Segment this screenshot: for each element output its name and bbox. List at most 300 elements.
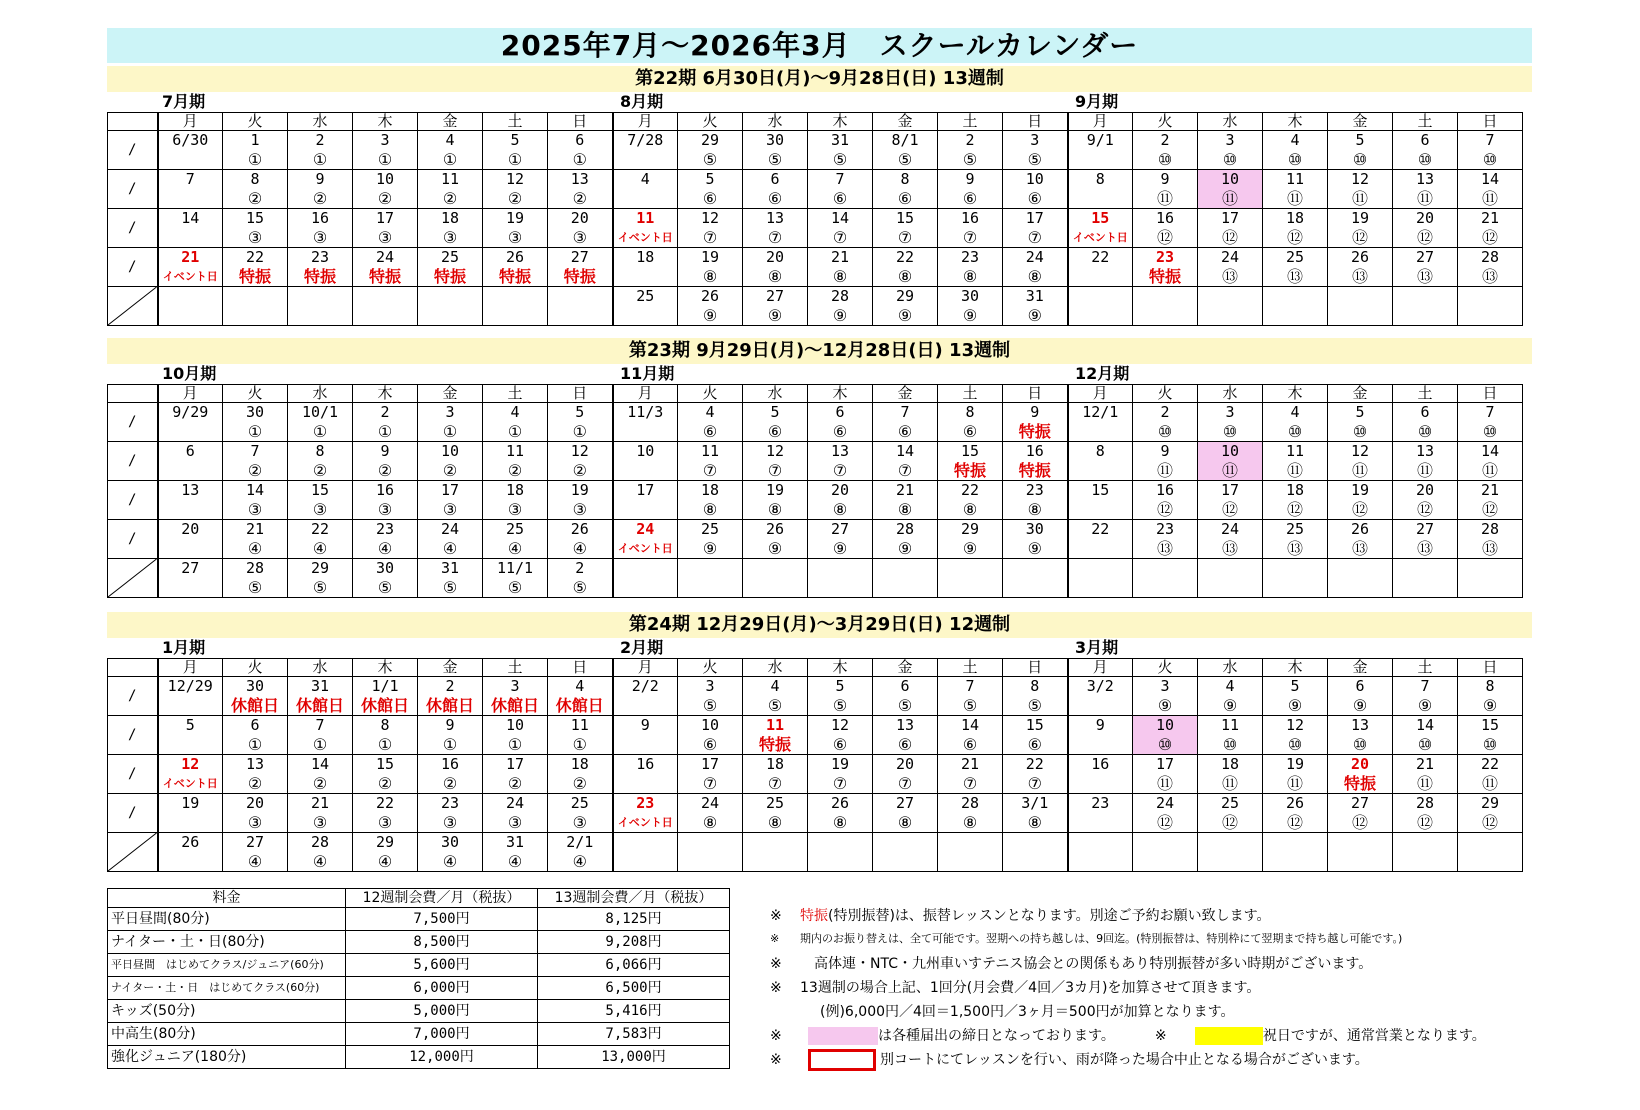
weekday-header: 火 <box>678 385 743 403</box>
day-cell <box>938 170 1003 209</box>
day-number: 27 <box>1350 794 1370 812</box>
day-number: 20 <box>1350 755 1370 773</box>
lesson-count: ① <box>247 422 263 441</box>
week-slash: / <box>128 453 137 469</box>
day-number: 8 <box>965 403 975 421</box>
weekday-header: 金 <box>418 385 483 403</box>
day-cell <box>548 209 613 248</box>
day-number: 4 <box>445 131 455 149</box>
lesson-count: ⑦ <box>702 774 718 793</box>
day-cell <box>743 481 808 520</box>
day-cell <box>1263 131 1328 170</box>
day-number: 18 <box>1285 209 1305 227</box>
day-cell <box>418 481 483 520</box>
lesson-count: ⑬ <box>1286 267 1303 286</box>
empty-cell <box>873 833 938 872</box>
day-cell <box>678 716 743 755</box>
month-label: 11月期 <box>620 364 675 383</box>
day-cell <box>483 559 548 598</box>
day-number: 10 <box>440 442 460 460</box>
day-number: 4 <box>1290 131 1300 149</box>
week-row <box>108 833 1523 872</box>
lesson-count: ③ <box>572 813 587 832</box>
day-cell <box>223 677 288 716</box>
note-mark: ※ <box>770 908 782 924</box>
lesson-count: ⑫ <box>1221 228 1238 247</box>
lesson-count: ⑩ <box>1482 735 1498 754</box>
day-cell <box>223 520 288 559</box>
day-number: 18 <box>1285 481 1305 499</box>
day-number: 20 <box>245 794 265 812</box>
day-number: 24 <box>700 794 720 812</box>
day-cell <box>1393 520 1458 559</box>
day-cell <box>1003 520 1068 559</box>
weekday-header: 火 <box>1133 659 1198 677</box>
weekday-header: 金 <box>1328 385 1393 403</box>
event-day-label: イベント日 <box>617 231 673 244</box>
day-cell <box>938 209 1003 248</box>
day-cell <box>1133 755 1198 794</box>
lesson-count: ⑤ <box>442 578 458 597</box>
weekday-header: 金 <box>873 385 938 403</box>
day-cell <box>418 794 483 833</box>
calendar-title: 2025年7月～2026年3月 スクールカレンダー <box>107 28 1532 63</box>
day-cell <box>873 287 938 326</box>
day-cell <box>678 481 743 520</box>
day-number: 12 <box>181 755 200 773</box>
day-cell <box>158 131 223 170</box>
lesson-count: ② <box>312 774 328 793</box>
lesson-count: ① <box>442 422 458 441</box>
day-cell <box>743 287 808 326</box>
day-number: 6 <box>770 170 780 188</box>
day-cell <box>548 248 613 287</box>
week-marker <box>108 170 158 209</box>
day-cell <box>743 755 808 794</box>
lesson-count: ① <box>312 422 328 441</box>
day-cell <box>223 209 288 248</box>
lesson-count: ① <box>507 150 523 169</box>
day-cell <box>678 131 743 170</box>
day-cell <box>1458 131 1523 170</box>
day-number: 18 <box>700 481 720 499</box>
day-number: 27 <box>181 559 200 577</box>
day-number: 29 <box>960 520 980 538</box>
lesson-count: ⑧ <box>962 813 978 832</box>
lesson-count: ⑥ <box>1027 189 1042 208</box>
weekday-header-row <box>108 659 1523 677</box>
day-cell <box>1003 209 1068 248</box>
day-cell <box>1263 520 1328 559</box>
day-number: 5 <box>510 131 520 149</box>
day-number: 23 <box>1091 794 1110 812</box>
lesson-count: ⑫ <box>1286 228 1303 247</box>
day-number: 11 <box>440 170 460 188</box>
day-number: 7 <box>1485 403 1495 421</box>
empty-cell <box>1458 833 1523 872</box>
week-slash: / <box>128 688 137 704</box>
day-number: 15 <box>245 209 265 227</box>
day-number: 28 <box>960 794 980 812</box>
special-transfer-label: 特振 <box>563 267 596 286</box>
day-cell <box>223 559 288 598</box>
day-number: 17 <box>440 481 460 499</box>
day-number: 13 <box>765 209 785 227</box>
closed-day-label: 休館日 <box>295 696 344 715</box>
note-mark: ※ <box>770 1052 782 1068</box>
day-number: 9 <box>1160 442 1170 460</box>
lesson-count: ③ <box>247 813 263 832</box>
day-number: 31 <box>830 131 850 149</box>
lesson-count: ⑨ <box>702 306 718 325</box>
lesson-count: ⑨ <box>1027 539 1042 558</box>
lesson-count: ⑧ <box>897 813 913 832</box>
note-text: (特別振替)は、振替レッスンとなります。別途ご予約お願い致します。 <box>828 908 1271 924</box>
note-mark: ※ <box>770 932 780 945</box>
day-cell <box>353 209 418 248</box>
day-number: 12 <box>1285 716 1305 734</box>
day-number: 13 <box>181 481 200 499</box>
day-number: 26 <box>570 520 589 538</box>
lesson-count: ⑨ <box>897 306 913 325</box>
day-cell <box>353 716 418 755</box>
empty-cell <box>1003 833 1068 872</box>
day-cell <box>1458 248 1523 287</box>
lesson-count: ⑤ <box>767 696 783 715</box>
day-number: 2 <box>315 131 325 149</box>
weekday-header: 月 <box>613 385 678 403</box>
fee-table <box>107 888 730 1069</box>
weekday-header: 月 <box>1068 113 1133 131</box>
day-cell <box>1328 481 1393 520</box>
day-cell <box>873 677 938 716</box>
weekday-header: 水 <box>288 113 353 131</box>
lesson-count: ⑫ <box>1286 813 1303 832</box>
day-cell <box>1133 442 1198 481</box>
day-number: 19 <box>1350 481 1370 499</box>
lesson-count: ⑥ <box>832 422 848 441</box>
lesson-count: ⑤ <box>702 696 718 715</box>
day-cell <box>808 520 873 559</box>
day-number: 28 <box>1415 794 1435 812</box>
weekday-header: 水 <box>1198 385 1263 403</box>
day-number: 29 <box>700 131 720 149</box>
day-cell <box>1198 677 1263 716</box>
lesson-count: ① <box>377 735 393 754</box>
lesson-count: ③ <box>247 228 263 247</box>
day-number: 19 <box>700 248 720 266</box>
day-cell <box>613 209 678 248</box>
empty-cell <box>808 559 873 598</box>
fee-13week: 8,125円 <box>538 908 730 931</box>
day-cell <box>1263 170 1328 209</box>
day-number: 7 <box>1485 131 1495 149</box>
day-number: 26 <box>181 833 200 851</box>
week-slash: / <box>128 492 137 508</box>
day-cell <box>483 209 548 248</box>
day-cell <box>1068 716 1133 755</box>
week-slash: / <box>128 727 137 743</box>
day-number: 9 <box>640 716 650 734</box>
lesson-count: ⑩ <box>1352 150 1368 169</box>
day-number: 12 <box>1350 442 1370 460</box>
day-cell <box>1133 716 1198 755</box>
day-cell <box>223 833 288 872</box>
day-cell <box>1198 442 1263 481</box>
day-number: 17 <box>1220 481 1240 499</box>
lesson-count: ⑨ <box>832 539 848 558</box>
weekday-header: 水 <box>743 113 808 131</box>
day-cell <box>288 131 353 170</box>
day-cell <box>288 520 353 559</box>
day-cell <box>808 248 873 287</box>
lesson-count: ⑪ <box>1351 189 1368 208</box>
day-number: 7 <box>250 442 260 460</box>
day-number: 4 <box>770 677 780 695</box>
pink-swatch <box>808 1027 878 1045</box>
day-cell <box>223 170 288 209</box>
day-number: 3 <box>1160 677 1170 695</box>
day-number: 3 <box>380 131 390 149</box>
day-cell <box>938 131 1003 170</box>
diagonal-line <box>108 559 157 597</box>
day-number: 25 <box>765 794 785 812</box>
calendar-grid <box>107 384 1523 598</box>
day-cell <box>483 442 548 481</box>
day-cell <box>873 794 938 833</box>
fee-13week: 9,208円 <box>538 931 730 954</box>
day-number: 20 <box>830 481 850 499</box>
lesson-count: ⑧ <box>1027 267 1042 286</box>
day-cell <box>483 716 548 755</box>
fee-row <box>108 1000 730 1023</box>
lesson-count: ④ <box>247 852 263 871</box>
day-cell <box>938 287 1003 326</box>
day-number: 8 <box>1095 442 1105 460</box>
weekday-header: 木 <box>353 113 418 131</box>
red-box-swatch <box>808 1049 876 1071</box>
closed-day-label: 休館日 <box>360 696 409 715</box>
day-number: 21 <box>1415 755 1435 773</box>
lesson-count: ③ <box>377 500 393 519</box>
day-number: 17 <box>375 209 395 227</box>
day-number: 22 <box>895 248 915 266</box>
event-day-label: イベント日 <box>617 816 673 829</box>
empty-cell <box>1003 559 1068 598</box>
day-number: 26 <box>830 794 850 812</box>
lesson-count: ⑥ <box>767 422 783 441</box>
lesson-count: ⑫ <box>1156 500 1173 519</box>
day-number: 9 <box>1030 403 1040 421</box>
note-text: (例)6,000円／4回＝1,500円／3ヶ月＝500円が加算となります。 <box>820 1004 1235 1020</box>
lesson-count: ⑧ <box>702 500 718 519</box>
note-text: 別コートにてレッスンを行い、雨が降った場合中止となる場合がございます。 <box>880 1052 1369 1068</box>
day-number: 30 <box>440 833 460 851</box>
special-transfer-label: 特振 <box>758 735 791 754</box>
day-cell <box>873 131 938 170</box>
empty-cell <box>1068 833 1133 872</box>
day-number: 30 <box>1025 520 1044 538</box>
lesson-count: ⑥ <box>897 735 913 754</box>
lesson-count: ⑩ <box>1287 735 1303 754</box>
day-number: 12/1 <box>1082 403 1119 421</box>
lesson-count: ② <box>312 189 328 208</box>
day-cell <box>483 170 548 209</box>
day-number: 6/30 <box>172 131 209 149</box>
day-number: 28 <box>245 559 265 577</box>
day-cell <box>678 403 743 442</box>
day-cell <box>938 794 1003 833</box>
lesson-count: ⑫ <box>1351 228 1368 247</box>
week-slash: / <box>128 142 137 158</box>
weekday-header: 日 <box>1003 385 1068 403</box>
month-label: 9月期 <box>1075 92 1119 111</box>
weekday-header: 火 <box>1133 385 1198 403</box>
day-number: 11 <box>765 716 785 734</box>
day-number: 12 <box>700 209 720 227</box>
lesson-count: ③ <box>507 500 523 519</box>
lesson-count: ④ <box>572 852 587 871</box>
day-number: 31 <box>505 833 525 851</box>
lesson-count: ① <box>312 150 328 169</box>
lesson-count: ⑦ <box>1027 774 1042 793</box>
lesson-count: ⑧ <box>1027 813 1042 832</box>
calendar-grid <box>107 658 1523 872</box>
day-number: 3 <box>705 677 715 695</box>
day-cell <box>483 248 548 287</box>
term-header: 第24期 12月29日(月)～3月29日(日) 12週制 <box>107 612 1532 638</box>
lesson-count: ⑧ <box>832 267 848 286</box>
day-number: 10 <box>1220 170 1240 188</box>
day-number: 17 <box>700 755 720 773</box>
day-number: 16 <box>1155 209 1175 227</box>
day-number: 28 <box>310 833 330 851</box>
day-number: 16 <box>1155 481 1175 499</box>
day-number: 21 <box>181 248 200 266</box>
day-cell <box>808 716 873 755</box>
lesson-count: ⑦ <box>897 228 913 247</box>
lesson-count: ⑦ <box>1027 228 1042 247</box>
day-number: 7 <box>900 403 910 421</box>
day-number: 10 <box>700 716 720 734</box>
day-cell <box>158 794 223 833</box>
day-number: 11 <box>570 716 589 734</box>
day-cell <box>1458 794 1523 833</box>
day-number: 26 <box>1285 794 1305 812</box>
weekday-header: 木 <box>1263 113 1328 131</box>
lesson-count: ⑧ <box>832 813 848 832</box>
diagonal-line <box>108 833 157 871</box>
day-cell <box>1393 209 1458 248</box>
day-number: 1 <box>250 131 260 149</box>
day-cell <box>678 794 743 833</box>
week-row <box>108 794 1523 833</box>
lesson-count: ⑥ <box>702 735 718 754</box>
lesson-count: ② <box>312 461 328 480</box>
week-row <box>108 520 1523 559</box>
lesson-count: ⑤ <box>962 150 978 169</box>
day-cell <box>743 403 808 442</box>
day-cell <box>808 442 873 481</box>
day-cell <box>548 442 613 481</box>
day-cell <box>678 442 743 481</box>
empty-cell <box>1198 559 1263 598</box>
day-number: 19 <box>570 481 589 499</box>
lesson-count: ⑤ <box>572 578 587 597</box>
day-number: 10 <box>1220 442 1240 460</box>
day-cell <box>678 209 743 248</box>
weekday-header: 水 <box>1198 659 1263 677</box>
day-cell <box>288 170 353 209</box>
empty-cell <box>873 559 938 598</box>
day-cell <box>938 520 1003 559</box>
day-cell <box>1133 131 1198 170</box>
day-cell <box>808 403 873 442</box>
week-marker <box>108 755 158 794</box>
day-number: 25 <box>440 248 460 266</box>
day-cell <box>613 287 678 326</box>
day-cell <box>288 481 353 520</box>
day-cell <box>1198 794 1263 833</box>
day-cell <box>353 481 418 520</box>
lesson-count: ⑪ <box>1156 774 1173 793</box>
day-number: 25 <box>1285 520 1305 538</box>
day-cell <box>483 520 548 559</box>
day-number: 13 <box>830 442 850 460</box>
day-cell <box>288 209 353 248</box>
day-cell <box>288 442 353 481</box>
day-cell <box>1263 481 1328 520</box>
lesson-count: ⑨ <box>1482 696 1498 715</box>
day-number: 3 <box>1225 403 1235 421</box>
day-number: 4 <box>510 403 520 421</box>
day-number: 6 <box>1420 131 1430 149</box>
lesson-count: ① <box>377 150 393 169</box>
day-number: 10 <box>1155 716 1175 734</box>
lesson-count: ⑩ <box>1222 422 1238 441</box>
day-cell <box>1198 520 1263 559</box>
day-number: 20 <box>765 248 785 266</box>
day-number: 18 <box>570 755 589 773</box>
empty-cell <box>1328 833 1393 872</box>
day-number: 11 <box>636 209 655 227</box>
day-cell <box>1328 794 1393 833</box>
lesson-count: ⑨ <box>1352 696 1368 715</box>
day-number: 14 <box>830 209 850 227</box>
day-number: 31 <box>310 677 330 695</box>
day-cell <box>613 442 678 481</box>
day-cell <box>483 403 548 442</box>
day-number: 24 <box>440 520 460 538</box>
note-text: 祝日ですが、通常営業となります。 <box>1262 1028 1486 1044</box>
note-mark: ※ <box>770 956 782 972</box>
event-day-label: イベント日 <box>162 270 218 283</box>
day-cell <box>1068 481 1133 520</box>
day-cell <box>1263 209 1328 248</box>
week-marker <box>108 131 158 170</box>
day-number: 12 <box>505 170 525 188</box>
day-number: 29 <box>1480 794 1500 812</box>
lesson-count: ⑬ <box>1221 539 1238 558</box>
lesson-count: ⑪ <box>1481 189 1498 208</box>
lesson-count: ⑧ <box>1027 500 1042 519</box>
lesson-count: ⑪ <box>1416 774 1433 793</box>
day-number: 30 <box>245 677 265 695</box>
lesson-count: ⑥ <box>962 735 978 754</box>
fee-class-name: ナイター・土・日 はじめてクラス(60分) <box>108 977 346 1000</box>
day-cell <box>418 209 483 248</box>
note-text: 13週制の場合上記、1回分(月会費／4回／3カ月)を加算させて頂きます。 <box>800 980 1261 996</box>
